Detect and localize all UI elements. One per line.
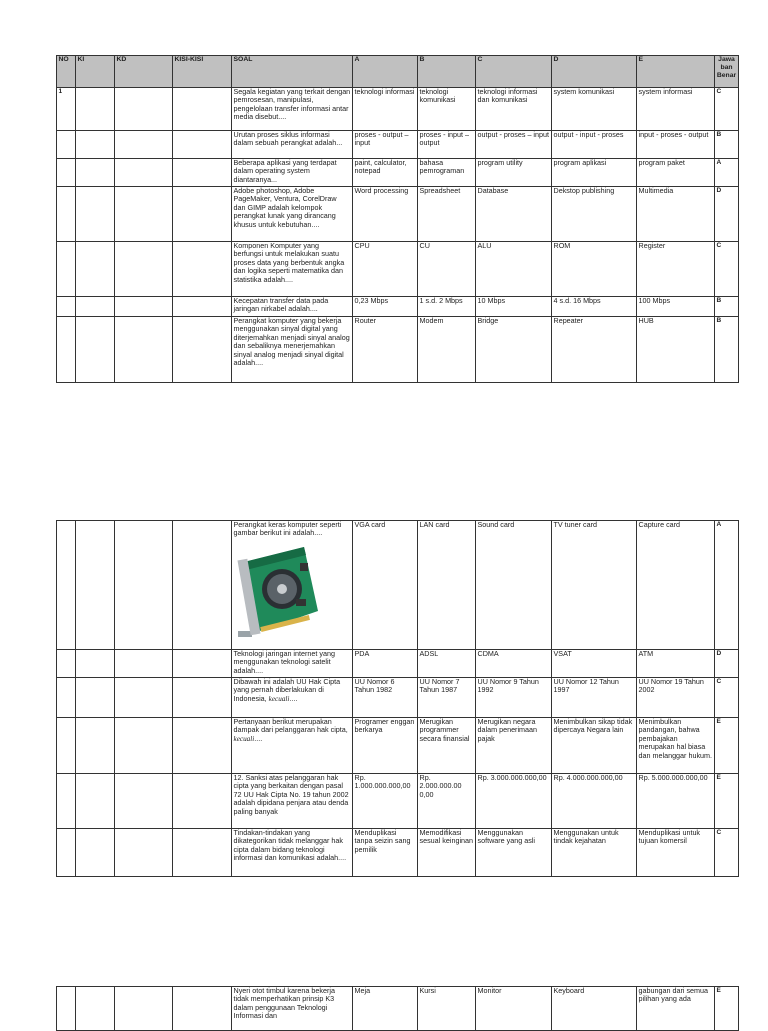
option-a: Router (353, 317, 418, 383)
question-text-emphasis: kecuali (233, 734, 255, 743)
option-d: Menimbulkan sikap tidak dipercaya Negara lain (552, 718, 637, 774)
option-c: UU Nomor 9 Tahun 1992 (476, 678, 552, 718)
ki-cell (76, 297, 115, 317)
option-c: Merugikan negara dalam penerimaan pajak (476, 718, 552, 774)
option-d: Rp. 4.000.000.000,00 (552, 774, 637, 829)
option-b: UU Nomor 7 Tahun 1987 (418, 678, 476, 718)
option-a: CPU (353, 242, 418, 297)
row-number (57, 774, 76, 829)
row-number (57, 650, 76, 678)
table-row (57, 159, 739, 187)
row-number (57, 829, 76, 877)
question-text-pre: Pertanyaan berikut merupakan dampak dari pelanggaran hak cipta, (233, 717, 348, 735)
option-c: output - proses – input (476, 131, 552, 159)
option-a: Programer enggan berkarya (353, 718, 418, 774)
kd-cell (115, 829, 173, 877)
kd-cell (115, 88, 173, 131)
option-b: 1 s.d. 2 Mbps (418, 297, 476, 317)
table-row (57, 242, 739, 297)
option-c: program utility (476, 159, 552, 187)
option-b: Merugikan programmer secara finansial (418, 718, 476, 774)
option-d: 4 s.d. 16 Mbps (552, 297, 637, 317)
question-text: Tindakan-tindakan yang dikategorikan tidak melanggar hak cipta dalam bidang teknologi informasi dan komunikasi adalah.... (232, 829, 353, 877)
table-row (57, 317, 739, 383)
kd-cell (115, 187, 173, 242)
option-a: Meja (353, 987, 418, 1031)
kd-cell (115, 650, 173, 678)
option-d: output - input - proses (552, 131, 637, 159)
answer-key: C (715, 88, 739, 131)
option-d: TV tuner card (552, 521, 637, 650)
question-text-post: .... (254, 733, 263, 743)
question-text (232, 678, 353, 718)
answer-key: D (715, 650, 739, 678)
row-number: 1 (57, 88, 76, 131)
question-text (232, 718, 353, 774)
option-d: program aplikasi (552, 159, 637, 187)
answer-key: E (715, 987, 739, 1031)
ki-cell (76, 829, 115, 877)
option-b: Memodifikasi sesual keinginan (418, 829, 476, 877)
option-c: Database (476, 187, 552, 242)
question-text: Beberapa aplikasi yang terdapat dalam operating system diantaranya... (232, 159, 353, 187)
header-ki: KI (76, 56, 115, 88)
option-d: Keyboard (552, 987, 637, 1031)
ki-cell (76, 774, 115, 829)
ki-cell (76, 678, 115, 718)
kisi-cell (173, 242, 232, 297)
header-b: B (418, 56, 476, 88)
ki-cell (76, 718, 115, 774)
question-text: Perangkat komputer yang bekerja menggunakan sinyal digital yang diterjemahkan menjadi sinyal analog dan sebaliknya menerjemahkan sinyal analog menjadi sinyal digital adalah.... (232, 317, 353, 383)
row-number (57, 678, 76, 718)
option-b: Kursi (418, 987, 476, 1031)
vga-card-image (234, 541, 326, 641)
option-c: Bridge (476, 317, 552, 383)
kisi-cell (173, 521, 232, 650)
question-text: 12. Sanksi atas pelanggaran hak cipta yang berkaitan dengan pasal 72 UU Hak Cipta No. 19 tahun 2002 adalah dipidana penjara atau denda paling banyak (232, 774, 353, 829)
option-d: VSAT (552, 650, 637, 678)
kisi-cell (173, 317, 232, 383)
row-number (57, 718, 76, 774)
header-jawaban-benar: Jawaban Benar (715, 56, 739, 88)
question-text-post: .... (289, 693, 298, 703)
question-text-content: Perangkat keras komputer seperti gambar berikut ini adalah.... (233, 520, 342, 538)
question-text: Segala kegiatan yang terkait dengan pemrosesan, manipulasi, pengelolaan transfer informasi antar media disebut.... (232, 88, 353, 131)
question-text: Urutan proses siklus informasi dalam sebuah perangkat adalah... (232, 131, 353, 159)
option-c: CDMA (476, 650, 552, 678)
option-b: ADSL (418, 650, 476, 678)
option-d: ROM (552, 242, 637, 297)
kisi-cell (173, 187, 232, 242)
row-number (57, 297, 76, 317)
option-c: ALU (476, 242, 552, 297)
option-e: ATM (637, 650, 715, 678)
option-b: Modem (418, 317, 476, 383)
header-e: E (637, 56, 715, 88)
row-number (57, 131, 76, 159)
row-number (57, 317, 76, 383)
option-a: PDA (353, 650, 418, 678)
answer-key: C (715, 829, 739, 877)
table-row (57, 187, 739, 242)
option-e: Register (637, 242, 715, 297)
option-b: bahasa pemrograman (418, 159, 476, 187)
option-b: teknologi komunikasi (418, 88, 476, 131)
kd-cell (115, 317, 173, 383)
ki-cell (76, 131, 115, 159)
kisi-cell (173, 88, 232, 131)
answer-key: A (715, 159, 739, 187)
ki-cell (76, 521, 115, 650)
option-a: Rp. 1.000.000.000,00 (353, 774, 418, 829)
header-d: D (552, 56, 637, 88)
option-e: system informasi (637, 88, 715, 131)
table-row (57, 774, 739, 829)
option-c: Sound card (476, 521, 552, 650)
header-a: A (353, 56, 418, 88)
kisi-cell (173, 297, 232, 317)
option-b: CU (418, 242, 476, 297)
option-b: LAN card (418, 521, 476, 650)
table-row (57, 829, 739, 877)
kd-cell (115, 678, 173, 718)
option-c: Rp. 3.000.000.000,00 (476, 774, 552, 829)
ki-cell (76, 317, 115, 383)
question-table-2 (56, 520, 739, 877)
kd-cell (115, 242, 173, 297)
kd-cell (115, 297, 173, 317)
table-row (57, 88, 739, 131)
row-number (57, 187, 76, 242)
header-soal: SOAL (232, 56, 353, 88)
kd-cell (115, 159, 173, 187)
option-d: Menggunakan untuk tindak kejahatan (552, 829, 637, 877)
question-text: Teknologi jaringan internet yang menggunakan teknologi satelit adalah.... (232, 650, 353, 678)
option-e: program paket (637, 159, 715, 187)
option-c: Monitor (476, 987, 552, 1031)
option-e: gabungan dari semua pilihan yang ada (637, 987, 715, 1031)
kisi-cell (173, 650, 232, 678)
kisi-cell (173, 774, 232, 829)
option-e: Rp. 5.000.000.000,00 (637, 774, 715, 829)
kd-cell (115, 718, 173, 774)
answer-key: C (715, 678, 739, 718)
option-a: teknologi informasi (353, 88, 418, 131)
option-b: Rp. 2.000.000.00 0,00 (418, 774, 476, 829)
table-row (57, 650, 739, 678)
header-c: C (476, 56, 552, 88)
question-table-3 (56, 986, 739, 1031)
header-kd: KD (115, 56, 173, 88)
question-text: Kecepatan transfer data pada jaringan nirkabel adalah.... (232, 297, 353, 317)
ki-cell (76, 88, 115, 131)
option-e: input - proses - output (637, 131, 715, 159)
header-row (57, 56, 739, 88)
row-number (57, 159, 76, 187)
option-e: Menduplikasi untuk tujuan komersil (637, 829, 715, 877)
option-a: UU Nomor 6 Tahun 1982 (353, 678, 418, 718)
kd-cell (115, 521, 173, 650)
option-c: teknologi informasi dan komunikasi (476, 88, 552, 131)
ki-cell (76, 242, 115, 297)
option-c: 10 Mbps (476, 297, 552, 317)
kisi-cell (173, 678, 232, 718)
option-d: UU Nomor 12 Tahun 1997 (552, 678, 637, 718)
kisi-cell (173, 829, 232, 877)
kd-cell (115, 774, 173, 829)
table-row (57, 521, 739, 650)
option-a: Word processing (353, 187, 418, 242)
question-text (232, 521, 353, 650)
question-text-emphasis: kecuali (268, 694, 290, 703)
answer-key: B (715, 131, 739, 159)
header-kisi-kisi: KISI-KISI (173, 56, 232, 88)
option-a: proses - output – input (353, 131, 418, 159)
option-c: Menggunakan software yang asli (476, 829, 552, 877)
option-d: Repeater (552, 317, 637, 383)
option-e: UU Nomor 19 Tahun 2002 (637, 678, 715, 718)
ki-cell (76, 650, 115, 678)
question-text-pre: Dibawah ini adalah UU Hak Cipta yang pernah diberlakukan di Indonesia, (233, 677, 341, 703)
kd-cell (115, 131, 173, 159)
answer-key: E (715, 774, 739, 829)
table-row (57, 678, 739, 718)
option-e: Multimedia (637, 187, 715, 242)
option-a: 0,23 Mbps (353, 297, 418, 317)
ki-cell (76, 187, 115, 242)
option-e: Capture card (637, 521, 715, 650)
kisi-cell (173, 159, 232, 187)
option-e: 100 Mbps (637, 297, 715, 317)
kisi-cell (173, 718, 232, 774)
option-e: Menimbulkan pandangan, bahwa pembajakan merupakan hal biasa dan melanggar hukum. (637, 718, 715, 774)
answer-key: B (715, 317, 739, 383)
question-text: Komponen Komputer yang berfungsi untuk melakukan suatu proses data yang berbentuk angka dan logika seperti matematika dan statistika adalah.... (232, 242, 353, 297)
row-number (57, 521, 76, 650)
answer-key: C (715, 242, 739, 297)
kisi-cell (173, 131, 232, 159)
option-a: paint, calculator, notepad (353, 159, 418, 187)
option-b: proses - input – output (418, 131, 476, 159)
option-e: HUB (637, 317, 715, 383)
table-row (57, 297, 739, 317)
header-no: NO (57, 56, 76, 88)
option-a: VGA card (353, 521, 418, 650)
ki-cell (76, 159, 115, 187)
answer-key: E (715, 718, 739, 774)
table-row (57, 131, 739, 159)
option-d: system komunikasi (552, 88, 637, 131)
answer-key: B (715, 297, 739, 317)
table-row (57, 718, 739, 774)
question-text: Adobe photoshop, Adobe PageMaker, Ventura, CorelDraw dan GIMP adalah kelompok perangkat lunak yang dirancang khusus untuk kebutuhan.... (232, 187, 353, 242)
option-d: Dekstop publishing (552, 187, 637, 242)
question-table-1 (56, 55, 739, 383)
option-a: Menduplikasi tanpa seizin sang pemilik (353, 829, 418, 877)
question-text: Nyeri otot timbul karena bekerja tidak memperhatikan prinsip K3 dalam penggunaan Teknologi Informasi dan (232, 987, 353, 1031)
option-b: Spreadsheet (418, 187, 476, 242)
row-number (57, 242, 76, 297)
answer-key: D (715, 187, 739, 242)
answer-key: A (715, 521, 739, 650)
